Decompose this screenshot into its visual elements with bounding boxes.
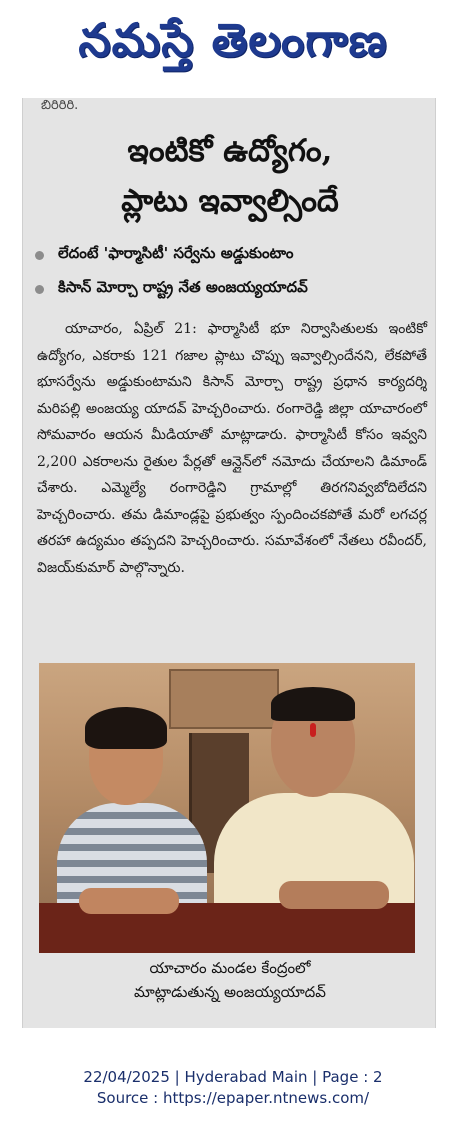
person-left-hair bbox=[85, 707, 167, 749]
footer-source-url: Source : https://epaper.ntnews.com/ bbox=[96, 1089, 370, 1107]
bullet-icon bbox=[35, 251, 44, 260]
person-right-hair bbox=[271, 687, 355, 721]
photo-caption-line-1: యాచారం మండల కేంద్రంలో bbox=[149, 959, 311, 977]
footer-date-edition: 22/04/2025 | Hyderabad Main | Page : 2 bbox=[83, 1068, 383, 1086]
photo-background-frame bbox=[169, 669, 279, 729]
subheadline-item bbox=[35, 238, 431, 272]
subheadline-text: లేదంటే 'ఫార్మాసిటీ' సర్వేను అడ్డుకుంటాం bbox=[58, 244, 294, 262]
person-right-hands bbox=[279, 881, 389, 909]
headline bbox=[23, 126, 436, 226]
subheadline-text: కిసాన్ మోర్చా రాష్ట్ర నేత అంజయ్యయాదవ్ bbox=[58, 278, 308, 296]
bullet-icon bbox=[35, 285, 44, 294]
subheadline-item bbox=[35, 272, 431, 306]
masthead bbox=[0, 0, 466, 92]
tilak-mark bbox=[310, 723, 316, 737]
newspaper-logo: నమస్తే తెలంగాణ bbox=[78, 13, 388, 67]
cut-off-text: బిరిరిరి. bbox=[41, 98, 79, 112]
person-left-hands bbox=[79, 888, 179, 914]
news-clipping bbox=[22, 98, 436, 1028]
photo-caption bbox=[23, 956, 436, 1004]
headline-line-1: ఇంటికో ఉద్యోగం, bbox=[127, 133, 333, 169]
source-footer bbox=[0, 1067, 466, 1109]
article-body: యాచారం, ఏప్రిల్ 21: ఫార్మాసిటీ భూ నిర్వాసితులకు ఇంటికో ఉద్యోగం, ఎకరాకు 121 గజాల ప్లాటు చొప్పు ఇవ్వాల్సిందేనని, లేకపోతే భూసర్వేను అడ్డుకుంటామని కిసాన్ మోర్చా రాష్ట్ర ప్రధాన కార్యదర్శి మరిపల్లి అంజయ్య యాదవ్ హెచ్చరించారు. రంగారెడ్డి జిల్లా యాచారంలో సోమవారం ఆయన మీడియాతో మాట్లాడారు. ఫార్మాసిటీ కోసం ఇవ్వని 2,200 ఎకరాలను రైతుల పేర్లతో ఆన్లైన్‌లో నమోదు చేయాలని డిమాండ్ చేశారు. ఎమ్మెల్యే రంగారెడ్డిని గ్రామాల్లో తిరగనివ్వబోదిలేదని హెచ్చరించారు. తమ డిమాండ్లపై ప్రభుత్వం స్పందించకపోతే మరో లగచర్ల తరహా ఉద్యమం తప్పదని హెచ్చరించారు. సమావేశంలో నేతలు రవీందర్, విజయ్‌కుమార్ పాల్గొన్నారు. bbox=[37, 321, 427, 576]
headline-line-2: ప్లాటు ఇవ్వాల్సిందే bbox=[121, 183, 339, 219]
photo-caption-line-2: మాట్లాడుతున్న అంజయ్యయాదవ్ bbox=[134, 983, 326, 1001]
article-photo bbox=[39, 663, 415, 953]
subheadline-list bbox=[35, 238, 431, 306]
